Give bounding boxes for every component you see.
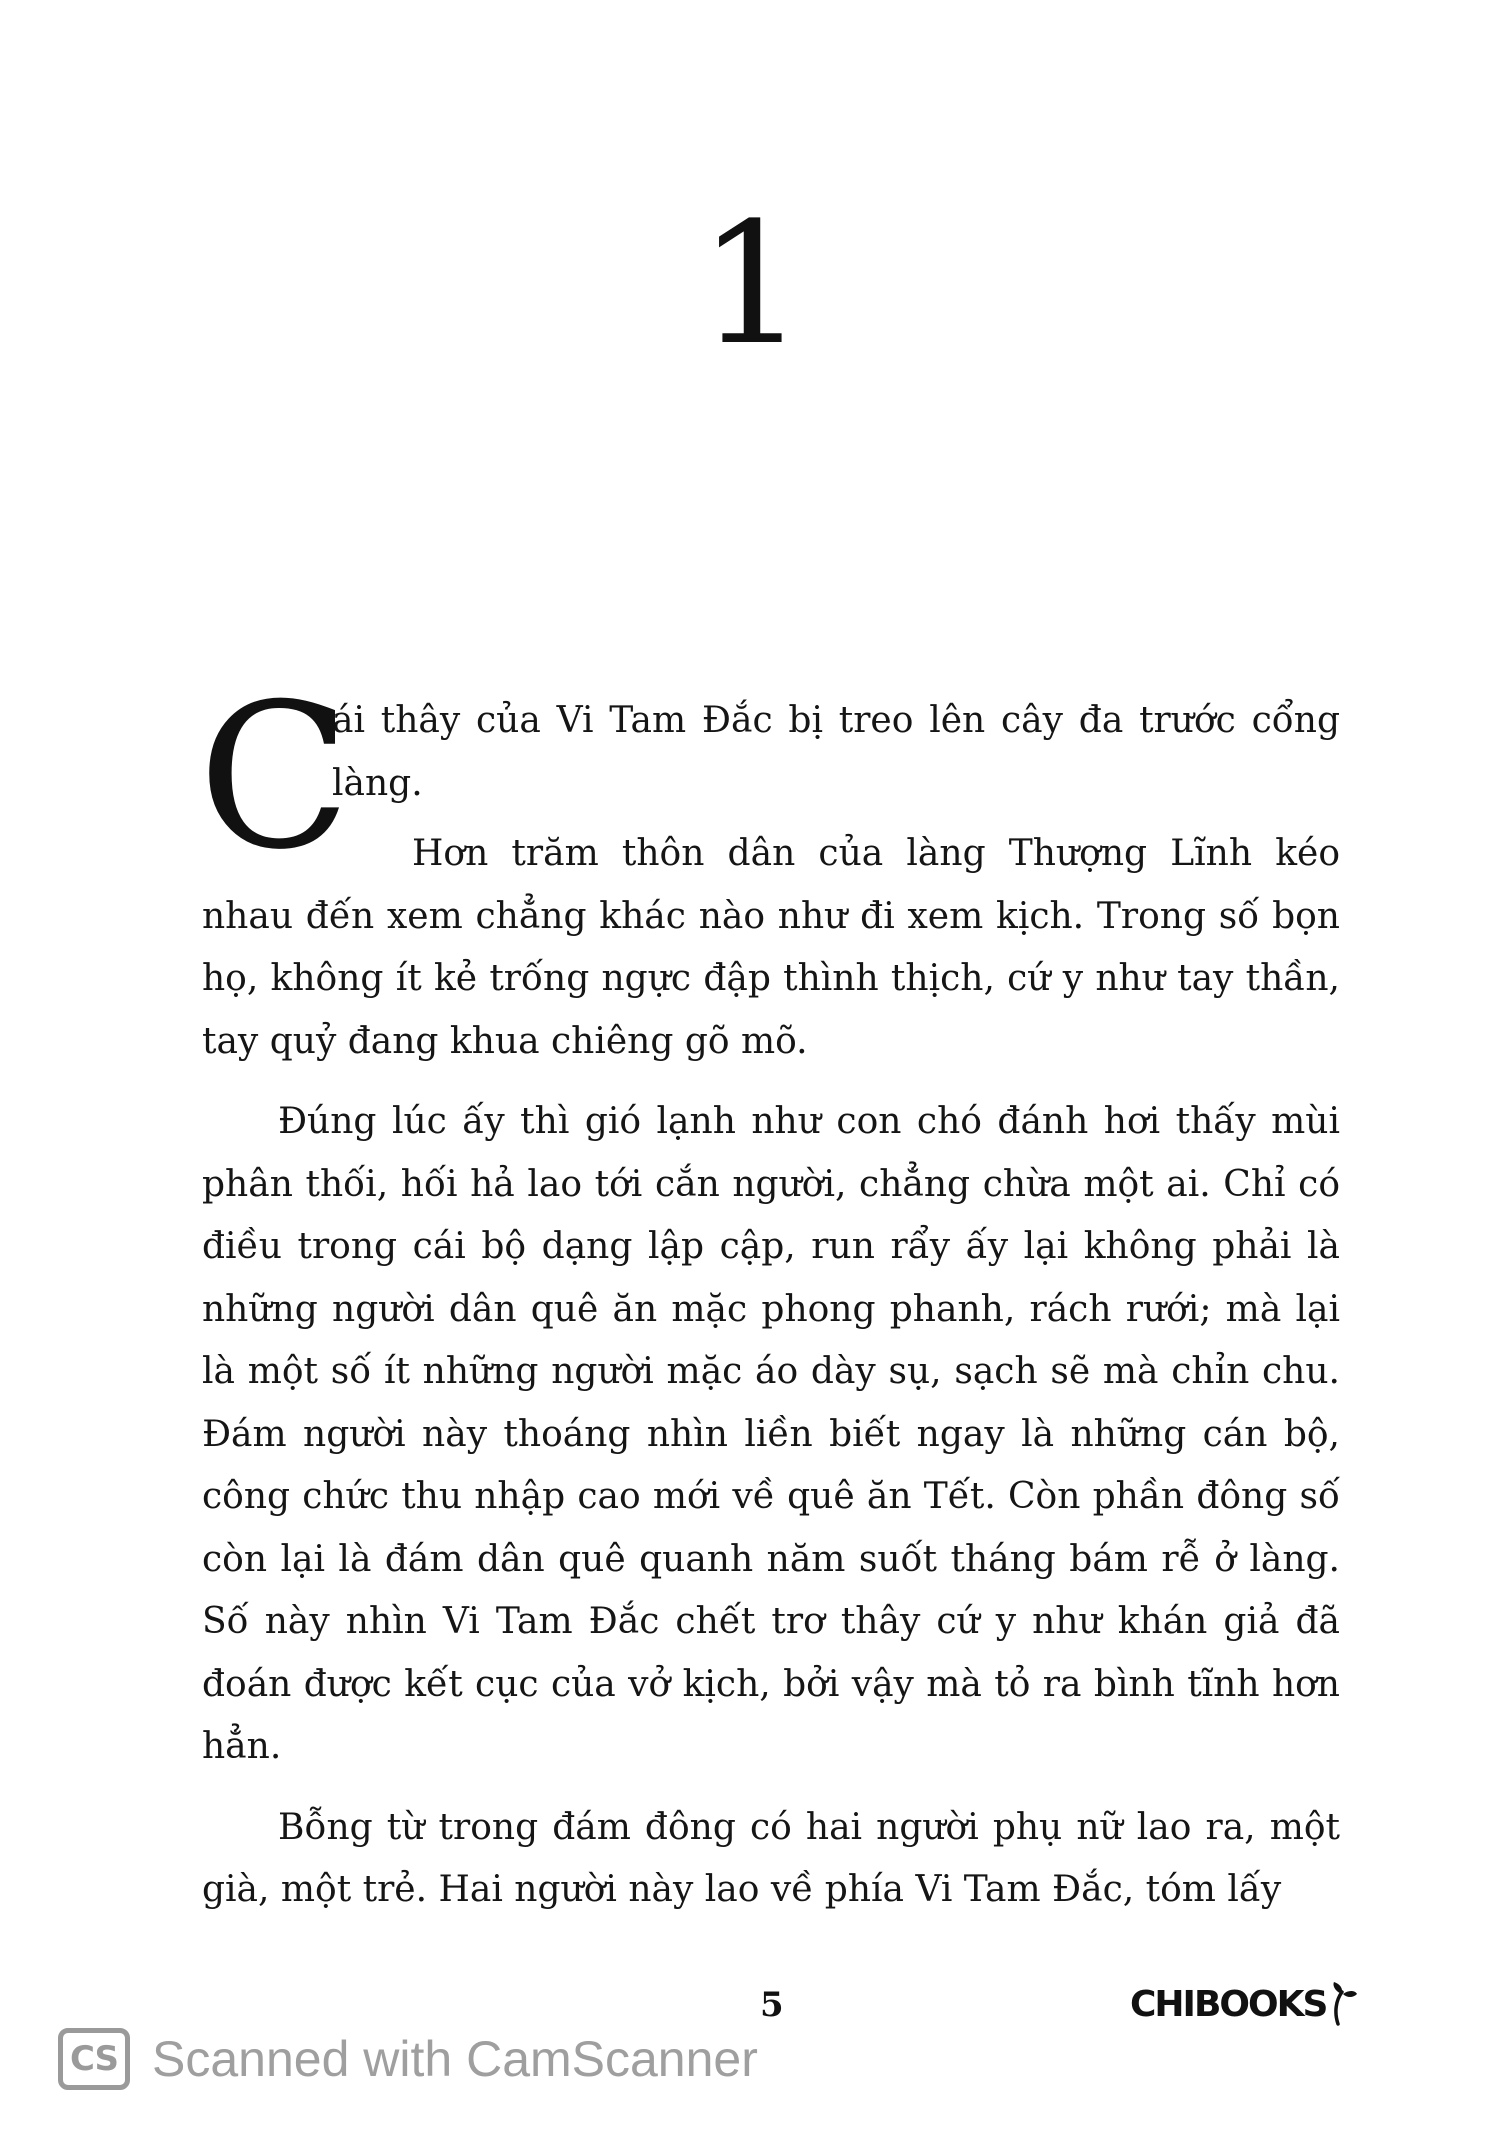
publisher-logo <box>1130 1982 1358 2026</box>
camscanner-text: Scanned with CamScanner <box>152 2031 758 2087</box>
publisher-name: CHIBOOKS <box>1130 1983 1327 2025</box>
paragraph-text: ái thây của Vi Tam Đắc bị treo lên cây đa trước cổng làng. <box>332 700 1340 804</box>
page-number: 5 <box>760 1985 784 2025</box>
chapter-body <box>198 661 1340 1922</box>
camscanner-logo-icon: CS <box>58 2028 130 2090</box>
paragraph-text: Hơn trăm thôn dân của làng Thượng Lĩnh kéo <box>412 833 1340 874</box>
paragraph <box>202 823 1340 1073</box>
paragraph: Bỗng từ trong đám đông có hai người phụ nữ lao ra, một già, một trẻ. Hai người này lao về phía Vi Tam Đắc, tóm lấy <box>202 1806 1340 1910</box>
paragraph: Đúng lúc ấy thì gió lạnh như con chó đánh hơi thấy mùi phân thối, hối hả lao tới cắn người, chẳng chừa một ai. Chỉ có điều trong cái bộ dạng lập cập, run rẩy ấy lại không phải là những người dân quê ăn mặc phong phanh, rách rưới; mà lại là một số ít những người mặc áo dày sụ, sạch sẽ mà chỉn chu. Đám người này thoáng nhìn liền biết ngay là những cán bộ, công chức thu nhập cao mới về quê ăn Tết. Còn phần đông số còn lại là đám dân quê quanh năm suốt tháng bám rễ ở làng. Số này nhìn Vi Tam Đắc chết trơ thây cứ y như khán giả đã đoán được kết cục của vở kịch, bởi vậy mà tỏ ra bình tĩnh hơn hẳn. <box>202 1101 1340 1767</box>
drop-cap: C <box>198 661 352 894</box>
chapter-number: 1 <box>698 186 806 382</box>
camscanner-watermark <box>58 2028 758 2090</box>
paragraph-text: nhau đến xem chẳng khác nào như đi xem kịch. Trong số bọn họ, không ít kẻ trống ngực đập thình thịch, cứ y như tay thần, tay quỷ đang khua chiêng gõ mõ. <box>202 895 1340 1062</box>
leaf-icon <box>1328 1982 1358 2026</box>
